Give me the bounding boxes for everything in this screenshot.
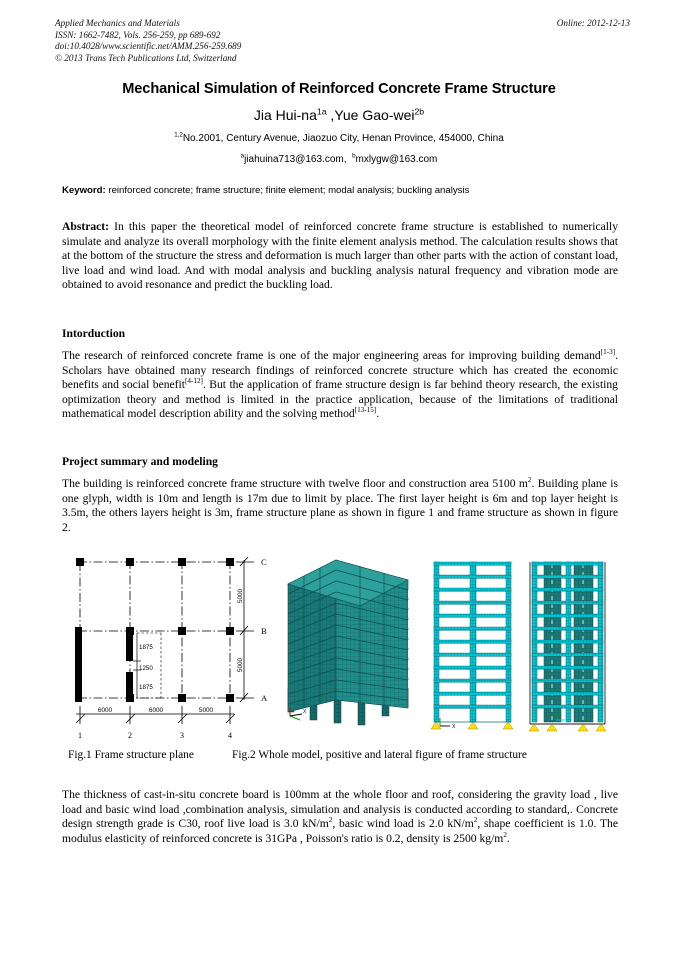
grid-label-c: C xyxy=(261,557,267,567)
journal-copyright: © 2013 Trans Tech Publications Ltd, Switzerland xyxy=(55,52,237,63)
wall-dim-1: 1875 xyxy=(139,644,153,651)
email-a[interactable]: jiahuina713@163.com, xyxy=(244,154,347,165)
figure-1-frame-structure-plane xyxy=(62,548,274,744)
bay-width-2: 6000 xyxy=(148,707,164,714)
grid-label-4: 4 xyxy=(228,731,232,740)
closing-text-2: , basic wind load is 2.0 kN/m xyxy=(332,817,474,831)
affiliation-text: No.2001, Century Avenue, Jiaozuo City, Henan Province, 454000, China xyxy=(182,133,504,144)
keyword-row xyxy=(62,184,626,197)
project-heading-block xyxy=(62,455,618,470)
email-a-marker: a xyxy=(240,152,245,160)
figure-2-fea-views xyxy=(274,548,618,744)
closing-text-3: , shape coefficient is 1.0. The modulus elasticity of reinforced concrete is 31GPa , Poisson's ratio is 0.2, density is 2500 kg/m xyxy=(62,817,618,845)
bay-width-1: 6000 xyxy=(97,707,113,714)
closing-text-4: . xyxy=(506,831,510,845)
abstract-text: In this paper the theoretical model of reinforced concrete frame structure is established to numerically simulate and analyze its overall morphology with the finite element analysis method. The calculation results shows that at the bottom of the structure the stress and deformation is much larger than other parts with the action of constant load, live load and wind load. And with modal analysis and buckling analysis natural frequency and vibration mode are obtained to avoid resonance and predict the buckling load. xyxy=(62,220,618,292)
figure-captions xyxy=(62,748,618,764)
grid-label-b: B xyxy=(261,626,267,636)
figure-2-caption: Fig.2 Whole model, positive and lateral figure of frame structure xyxy=(232,749,527,761)
online-date: Online: 2012-12-13 xyxy=(556,18,630,28)
closing-superscript-3: 2 xyxy=(503,830,507,839)
project-text-1: The building is reinforced concrete frame structure with twelve floor and construction area 5100 m xyxy=(62,477,528,490)
author-2-name: Yue Gao-wei xyxy=(334,107,415,123)
grid-label-3: 3 xyxy=(180,731,184,740)
project-block xyxy=(62,477,618,535)
figures-area xyxy=(62,548,618,744)
figure-2-drawing xyxy=(274,548,618,744)
view-whole-model-3d xyxy=(288,560,416,725)
wall-dim-2: 1250 xyxy=(139,665,153,672)
grid-label-2: 2 xyxy=(128,731,132,740)
grid-label-1: 1 xyxy=(78,731,82,740)
email-b-marker: b xyxy=(352,152,356,160)
abstract-label: Abstract: xyxy=(62,220,110,233)
introduction-heading-block xyxy=(62,327,618,342)
wall-dim-3: 1875 xyxy=(139,684,153,691)
project-heading: Project summary and modeling xyxy=(62,455,218,468)
author-2-affiliation-marker: 2b xyxy=(414,106,425,117)
abstract-block xyxy=(62,220,618,293)
project-paragraph xyxy=(62,477,618,535)
affiliation-marker: 1,2 xyxy=(174,131,183,139)
affiliation-line xyxy=(40,132,638,146)
journal-info-block xyxy=(55,18,241,64)
closing-block xyxy=(62,788,618,846)
closing-superscript-1: 2 xyxy=(328,816,333,825)
author-1-name: Jia Hui-na xyxy=(253,107,317,123)
intro-text-1: The research of reinforced concrete frame is one of the major engineering areas for improving building demand xyxy=(62,349,601,362)
intro-citation-1: [1-3] xyxy=(600,348,616,357)
shear-wall-left xyxy=(75,627,82,702)
intro-text-3: . But the application of frame structure design is far behind theory research, the existing optimization theory and method is limited in the practice application, because of the limitations of traditional mathematical model description ability and the solving method xyxy=(62,378,618,421)
project-superscript-1: 2 xyxy=(527,476,532,485)
closing-superscript-2: 2 xyxy=(473,816,478,825)
journal-name: Applied Mechanics and Materials xyxy=(55,18,180,28)
project-text-2: . Building plane is one glyph, width is 10m and length is 17m due to limit by place. The first layer height is 6m and top layer height is 3.5m, the others layers height is 3m, frame structure plane as shown in figure 1 and frame structure as shown in figure 2. xyxy=(62,477,618,534)
email-b[interactable]: mxlygw@163.com xyxy=(355,154,438,165)
bay-width-3: 5000 xyxy=(198,707,214,714)
intro-text-4: . xyxy=(376,407,380,421)
closing-text-1: The thickness of cast-in-situ concrete board is 100mm at the whole floor and roof, considering the gravity load , live load and basic wind load ,combination analysis, simulation and analysis is conducted according to standard,. Concrete design strength grade is C30, roof live load is 3.0 kN/m xyxy=(62,788,618,831)
abstract-paragraph xyxy=(62,220,618,293)
axis-label-x-view2: X xyxy=(452,724,456,730)
intro-citation-2: [4-12] xyxy=(184,377,203,386)
figure-1-caption: Fig.1 Frame structure plane xyxy=(68,749,194,761)
figure-1-drawing xyxy=(62,548,274,744)
keyword-label: Keyword: xyxy=(62,185,106,196)
author-list xyxy=(40,106,638,124)
bay-height-1: 5000 xyxy=(237,588,244,604)
intro-text-2: . Scholars have obtained many research findings of reinforced concrete structure which has created the economic benefits and social benefit xyxy=(62,349,618,392)
author-separator: , xyxy=(326,107,335,123)
axis-label-x-view1: X xyxy=(303,709,307,715)
journal-header xyxy=(55,18,630,64)
journal-issn: ISSN: 1662-7482, Vols. 256-259, pp 689-692 xyxy=(55,29,221,40)
introduction-heading: Intorduction xyxy=(62,327,126,340)
keyword-value: reinforced concrete; frame structure; finite element; modal analysis; buckling analysis xyxy=(105,185,470,196)
online-date-block xyxy=(557,18,630,30)
grid-label-a: A xyxy=(261,693,268,703)
journal-doi: doi:10.4028/www.scientific.net/AMM.256-259.689 xyxy=(55,41,242,52)
title-block xyxy=(40,80,638,167)
introduction-block xyxy=(62,349,618,422)
intro-citation-3: [13-15] xyxy=(354,406,377,415)
author-1-affiliation-marker: 1a xyxy=(316,106,327,117)
email-line xyxy=(40,153,638,167)
bay-height-2: 5000 xyxy=(237,657,244,673)
page-title: Mechanical Simulation of Reinforced Concrete Frame Structure xyxy=(122,81,556,97)
introduction-paragraph xyxy=(62,349,618,422)
closing-paragraph xyxy=(62,788,618,846)
